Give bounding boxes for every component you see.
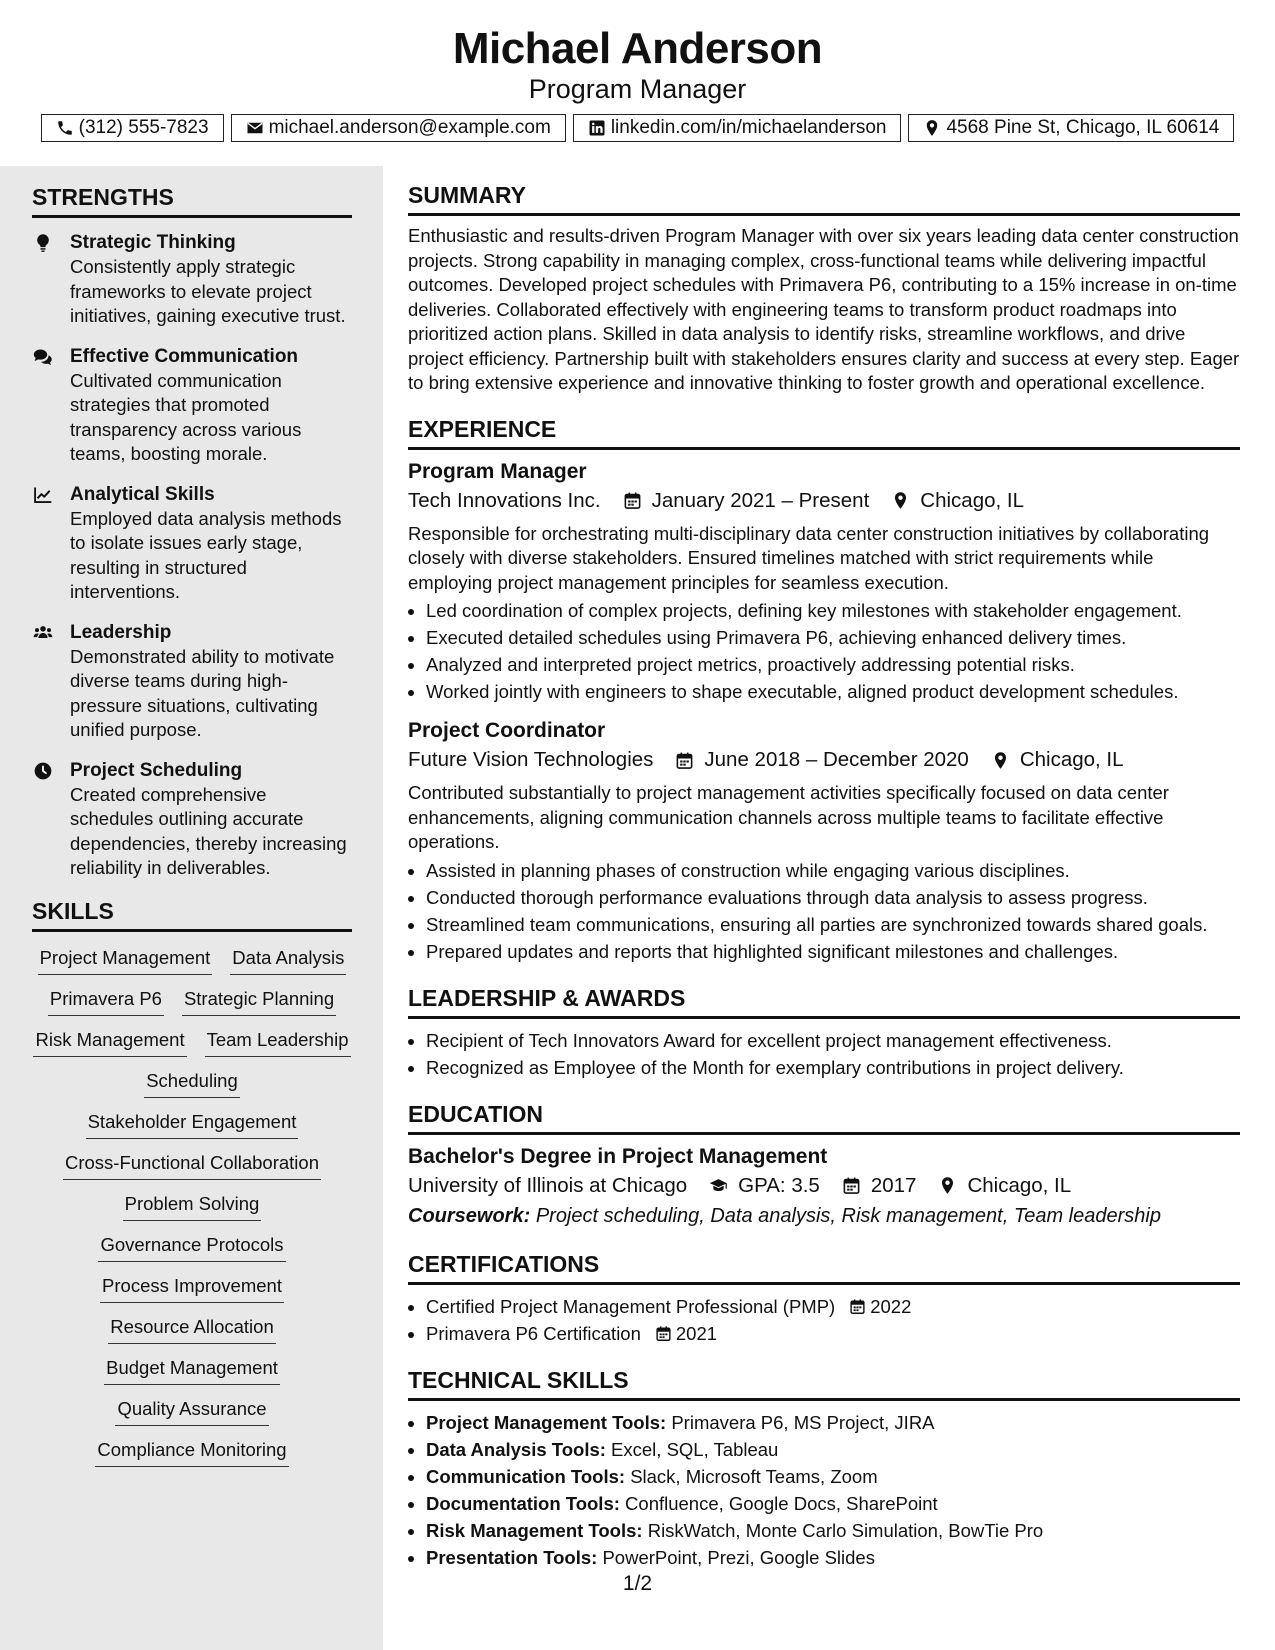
strength-title: Project Scheduling <box>70 759 243 781</box>
awards-heading: LEADERSHIP & AWARDS <box>408 983 1240 1019</box>
skills-heading: SKILLS <box>32 896 352 932</box>
education-year: 2017 <box>870 1173 917 1197</box>
technical-skill-item <box>426 1517 1240 1544</box>
awards-list <box>408 1027 1240 1081</box>
technical-skills-list <box>408 1409 1240 1571</box>
technical-skill-label: Risk Management Tools: <box>426 1519 643 1541</box>
job-bullet: • Executed detailed schedules using Primavera P6, achieving enhanced delivery times. <box>426 624 1240 651</box>
award-item: • Recipient of Tech Innovators Award for excellent project management effectiveness. <box>426 1027 1240 1054</box>
users-icon <box>32 623 54 643</box>
map-marker-icon <box>891 491 910 510</box>
phone-icon <box>56 119 74 137</box>
job-bullet: • Streamlined team communications, ensuring all parties are synchronized towards shared goals. <box>426 911 1240 938</box>
education-gpa: GPA: 3.5 <box>738 1173 820 1197</box>
strength-title: Effective Communication <box>70 345 299 367</box>
technical-skills-section <box>408 1365 1240 1571</box>
job-meta <box>408 486 1240 516</box>
envelope-icon <box>246 119 264 137</box>
summary-heading: SUMMARY <box>408 180 1240 216</box>
strength-desc: Cultivated communication strategies that promoted transparency across various teams, boosting morale. <box>70 369 302 464</box>
sidebar <box>0 166 383 1650</box>
technical-skill-item <box>426 1490 1240 1517</box>
skills-list <box>32 946 352 1467</box>
job-bullets <box>408 857 1240 965</box>
skill-tag: Risk Management <box>33 1028 186 1057</box>
linkedin-icon <box>588 119 606 137</box>
technical-skill-value: Excel, SQL, Tableau <box>611 1438 779 1460</box>
job-description: Contributed substantially to project management activities specifically focused on data center enhancements, aligning communication channels across multiple teams to facilitate effective operations. <box>408 782 1169 852</box>
calendar-icon <box>623 491 642 510</box>
coursework-text: Project scheduling, Data analysis, Risk management, Team leadership <box>535 1204 1161 1227</box>
coursework-label: Coursework: <box>408 1204 531 1227</box>
technical-skill-value: RiskWatch, Monte Carlo Simulation, BowTie Pro <box>647 1519 1044 1541</box>
technical-skill-item <box>426 1463 1240 1490</box>
skill-tag: Compliance Monitoring <box>95 1438 288 1467</box>
linkedin-text: linkedin.com/in/michaelanderson <box>610 117 887 138</box>
strength-desc: Employed data analysis methods to isolate issues early stage, resulting in structured interventions. <box>70 507 342 602</box>
map-marker-icon <box>923 119 941 137</box>
skill-tag: Process Improvement <box>100 1274 284 1303</box>
strength-title: Strategic Thinking <box>70 232 236 253</box>
comments-icon <box>32 347 54 367</box>
strengths-list <box>32 230 352 881</box>
experience-section <box>408 414 1240 965</box>
skill-tag: Resource Allocation <box>108 1315 276 1344</box>
technical-skill-label: Project Management Tools: <box>426 1411 667 1433</box>
phone-text: (312) 555-7823 <box>78 117 209 138</box>
certification-name: • Certified Project Management Professional (PMP) <box>426 1295 836 1317</box>
job-location: Chicago, IL <box>1019 748 1124 771</box>
strength-item <box>32 344 352 467</box>
job-bullet: • Prepared updates and reports that highlighted significant milestones and challenges. <box>426 938 1240 965</box>
certification-item <box>426 1320 1240 1347</box>
strength-item <box>32 482 352 605</box>
calendar-icon <box>655 1325 672 1342</box>
clock-icon <box>32 761 54 781</box>
job-bullets <box>408 597 1240 705</box>
technical-skill-item <box>426 1544 1240 1571</box>
technical-skills-heading: TECHNICAL SKILLS <box>408 1365 1240 1401</box>
candidate-title: Program Manager <box>528 74 747 104</box>
strength-item <box>32 230 352 329</box>
certification-item <box>426 1293 1240 1320</box>
job-entry <box>408 717 1240 965</box>
technical-skill-label: Presentation Tools: <box>426 1546 598 1568</box>
job-meta <box>408 745 1240 775</box>
lightbulb-icon <box>32 233 54 253</box>
job-location: Chicago, IL <box>920 488 1024 512</box>
certifications-section <box>408 1249 1240 1347</box>
candidate-name: Michael Anderson <box>452 24 823 73</box>
job-dates: January 2021 – Present <box>651 488 870 512</box>
calendar-icon <box>842 1176 861 1195</box>
calendar-icon <box>849 1298 866 1315</box>
skill-tag: Cross-Functional Collaboration <box>63 1151 321 1180</box>
technical-skill-label: Data Analysis Tools: <box>426 1438 606 1460</box>
main-column <box>408 180 1240 1589</box>
strength-desc: Created comprehensive schedules outlining accurate dependencies, thereby increasing reliability in deliverables. <box>70 783 347 878</box>
job-bullet: • Conducted thorough performance evaluations through data analysis to assess progress. <box>426 884 1240 911</box>
skill-tag: Scheduling <box>144 1069 240 1098</box>
strength-item <box>32 758 352 881</box>
contact-bar <box>0 114 1275 142</box>
strengths-heading: STRENGTHS <box>32 182 352 218</box>
job-company: Future Vision Technologies <box>408 748 654 771</box>
strength-desc: Consistently apply strategic frameworks to elevate project initiatives, gaining executive trust. <box>70 256 346 326</box>
strength-title: Analytical Skills <box>70 483 215 505</box>
email-text: michael.anderson@example.com <box>268 117 551 138</box>
calendar-icon <box>675 751 694 770</box>
skill-tag: Quality Assurance <box>115 1397 268 1426</box>
page-number: 1/2 <box>622 1572 653 1595</box>
strength-title: Leadership <box>70 621 172 643</box>
job-description: Responsible for orchestrating multi-disciplinary data center construction initiatives by collaborating closely with diverse stakeholders. Ensured timelines matched with strict requirements while employing project management principles for seamless execution. <box>408 522 1210 593</box>
summary-section <box>408 180 1240 396</box>
address-contact <box>908 114 1234 142</box>
job-bullet: • Assisted in planning phases of construction while engaging various disciplines. <box>426 857 1240 884</box>
skill-tag: Budget Management <box>104 1356 280 1385</box>
job-entry <box>408 458 1240 706</box>
technical-skill-label: Communication Tools: <box>426 1465 626 1487</box>
job-bullet: • Worked jointly with engineers to shape executable, aligned product development schedules. <box>426 678 1240 705</box>
certifications-list <box>408 1293 1240 1347</box>
strength-desc: Demonstrated ability to motivate diverse teams during high-pressure situations, cultivating unified purpose. <box>70 645 335 740</box>
certification-name: • Primavera P6 Certification <box>426 1322 641 1344</box>
address-text: 4568 Pine St, Chicago, IL 60614 <box>946 117 1220 138</box>
technical-skill-value: PowerPoint, Prezi, Google Slides <box>602 1546 875 1568</box>
school-name: University of Illinois at Chicago <box>408 1173 688 1197</box>
job-bullet: • Led coordination of complex projects, defining key milestones with stakeholder engagement. <box>426 597 1240 624</box>
skill-tag: Project Management <box>38 946 213 975</box>
map-marker-icon <box>938 1176 957 1195</box>
technical-skill-item <box>426 1409 1240 1436</box>
skill-tag: Data Analysis <box>230 946 346 975</box>
education-location: Chicago, IL <box>967 1173 1072 1197</box>
skill-tag: Strategic Planning <box>182 987 336 1016</box>
skill-tag: Stakeholder Engagement <box>86 1110 299 1139</box>
education-heading: EDUCATION <box>408 1099 1240 1135</box>
skill-tag: Team Leadership <box>205 1028 351 1057</box>
job-title: Program Manager <box>408 459 587 483</box>
email-contact[interactable] <box>231 114 566 142</box>
linkedin-contact[interactable] <box>573 114 902 142</box>
skill-tag: Governance Protocols <box>98 1233 285 1262</box>
phone-contact[interactable] <box>41 114 224 142</box>
technical-skill-label: Documentation Tools: <box>426 1492 620 1514</box>
technical-skill-value: Primavera P6, MS Project, JIRA <box>671 1411 935 1433</box>
skill-tag: Primavera P6 <box>48 987 164 1016</box>
certifications-heading: CERTIFICATIONS <box>408 1249 1240 1285</box>
education-meta <box>408 1171 1240 1201</box>
summary-text: Enthusiastic and results-driven Program Manager with over six years leading data center construction projects. Strong capability in managing complex, cross-functional teams while delivering impactful outcomes. Developed project schedules with Primavera P6, contributing to a 15% increase in on-time deliveries. Collaborated effectively with engineering teams to transform product roadmaps into prioritized action plans. Skilled in data analysis to identify risks, streamline workflows, and drive project efficiency. Partnership built with stakeholders ensures clarity and success at every step. Eager to bring extensive experience and innovative thinking to foster growth and operational excellence. <box>408 225 1240 393</box>
job-company: Tech Innovations Inc. <box>408 488 601 512</box>
education-section <box>408 1099 1240 1231</box>
technical-skill-item <box>426 1436 1240 1463</box>
experience-heading: EXPERIENCE <box>408 414 1240 450</box>
job-bullet: • Analyzed and interpreted project metrics, proactively addressing potential risks. <box>426 651 1240 678</box>
graduation-cap-icon <box>709 1176 728 1195</box>
strength-item <box>32 620 352 743</box>
certification-year: 2021 <box>675 1322 718 1344</box>
award-item: • Recognized as Employee of the Month for exemplary contributions in project delivery. <box>426 1054 1240 1081</box>
technical-skill-value: Confluence, Google Docs, SharePoint <box>625 1492 938 1514</box>
awards-section <box>408 983 1240 1081</box>
certification-year: 2022 <box>870 1295 912 1317</box>
job-dates: June 2018 – December 2020 <box>704 748 969 771</box>
degree-title: Bachelor's Degree in Project Management <box>408 1144 828 1168</box>
map-marker-icon <box>991 751 1010 770</box>
coursework <box>408 1201 1240 1231</box>
line-chart-icon <box>32 485 54 505</box>
technical-skill-value: Slack, Microsoft Teams, Zoom <box>630 1465 878 1487</box>
skill-tag: Problem Solving <box>123 1192 262 1221</box>
job-title: Project Coordinator <box>408 719 606 742</box>
